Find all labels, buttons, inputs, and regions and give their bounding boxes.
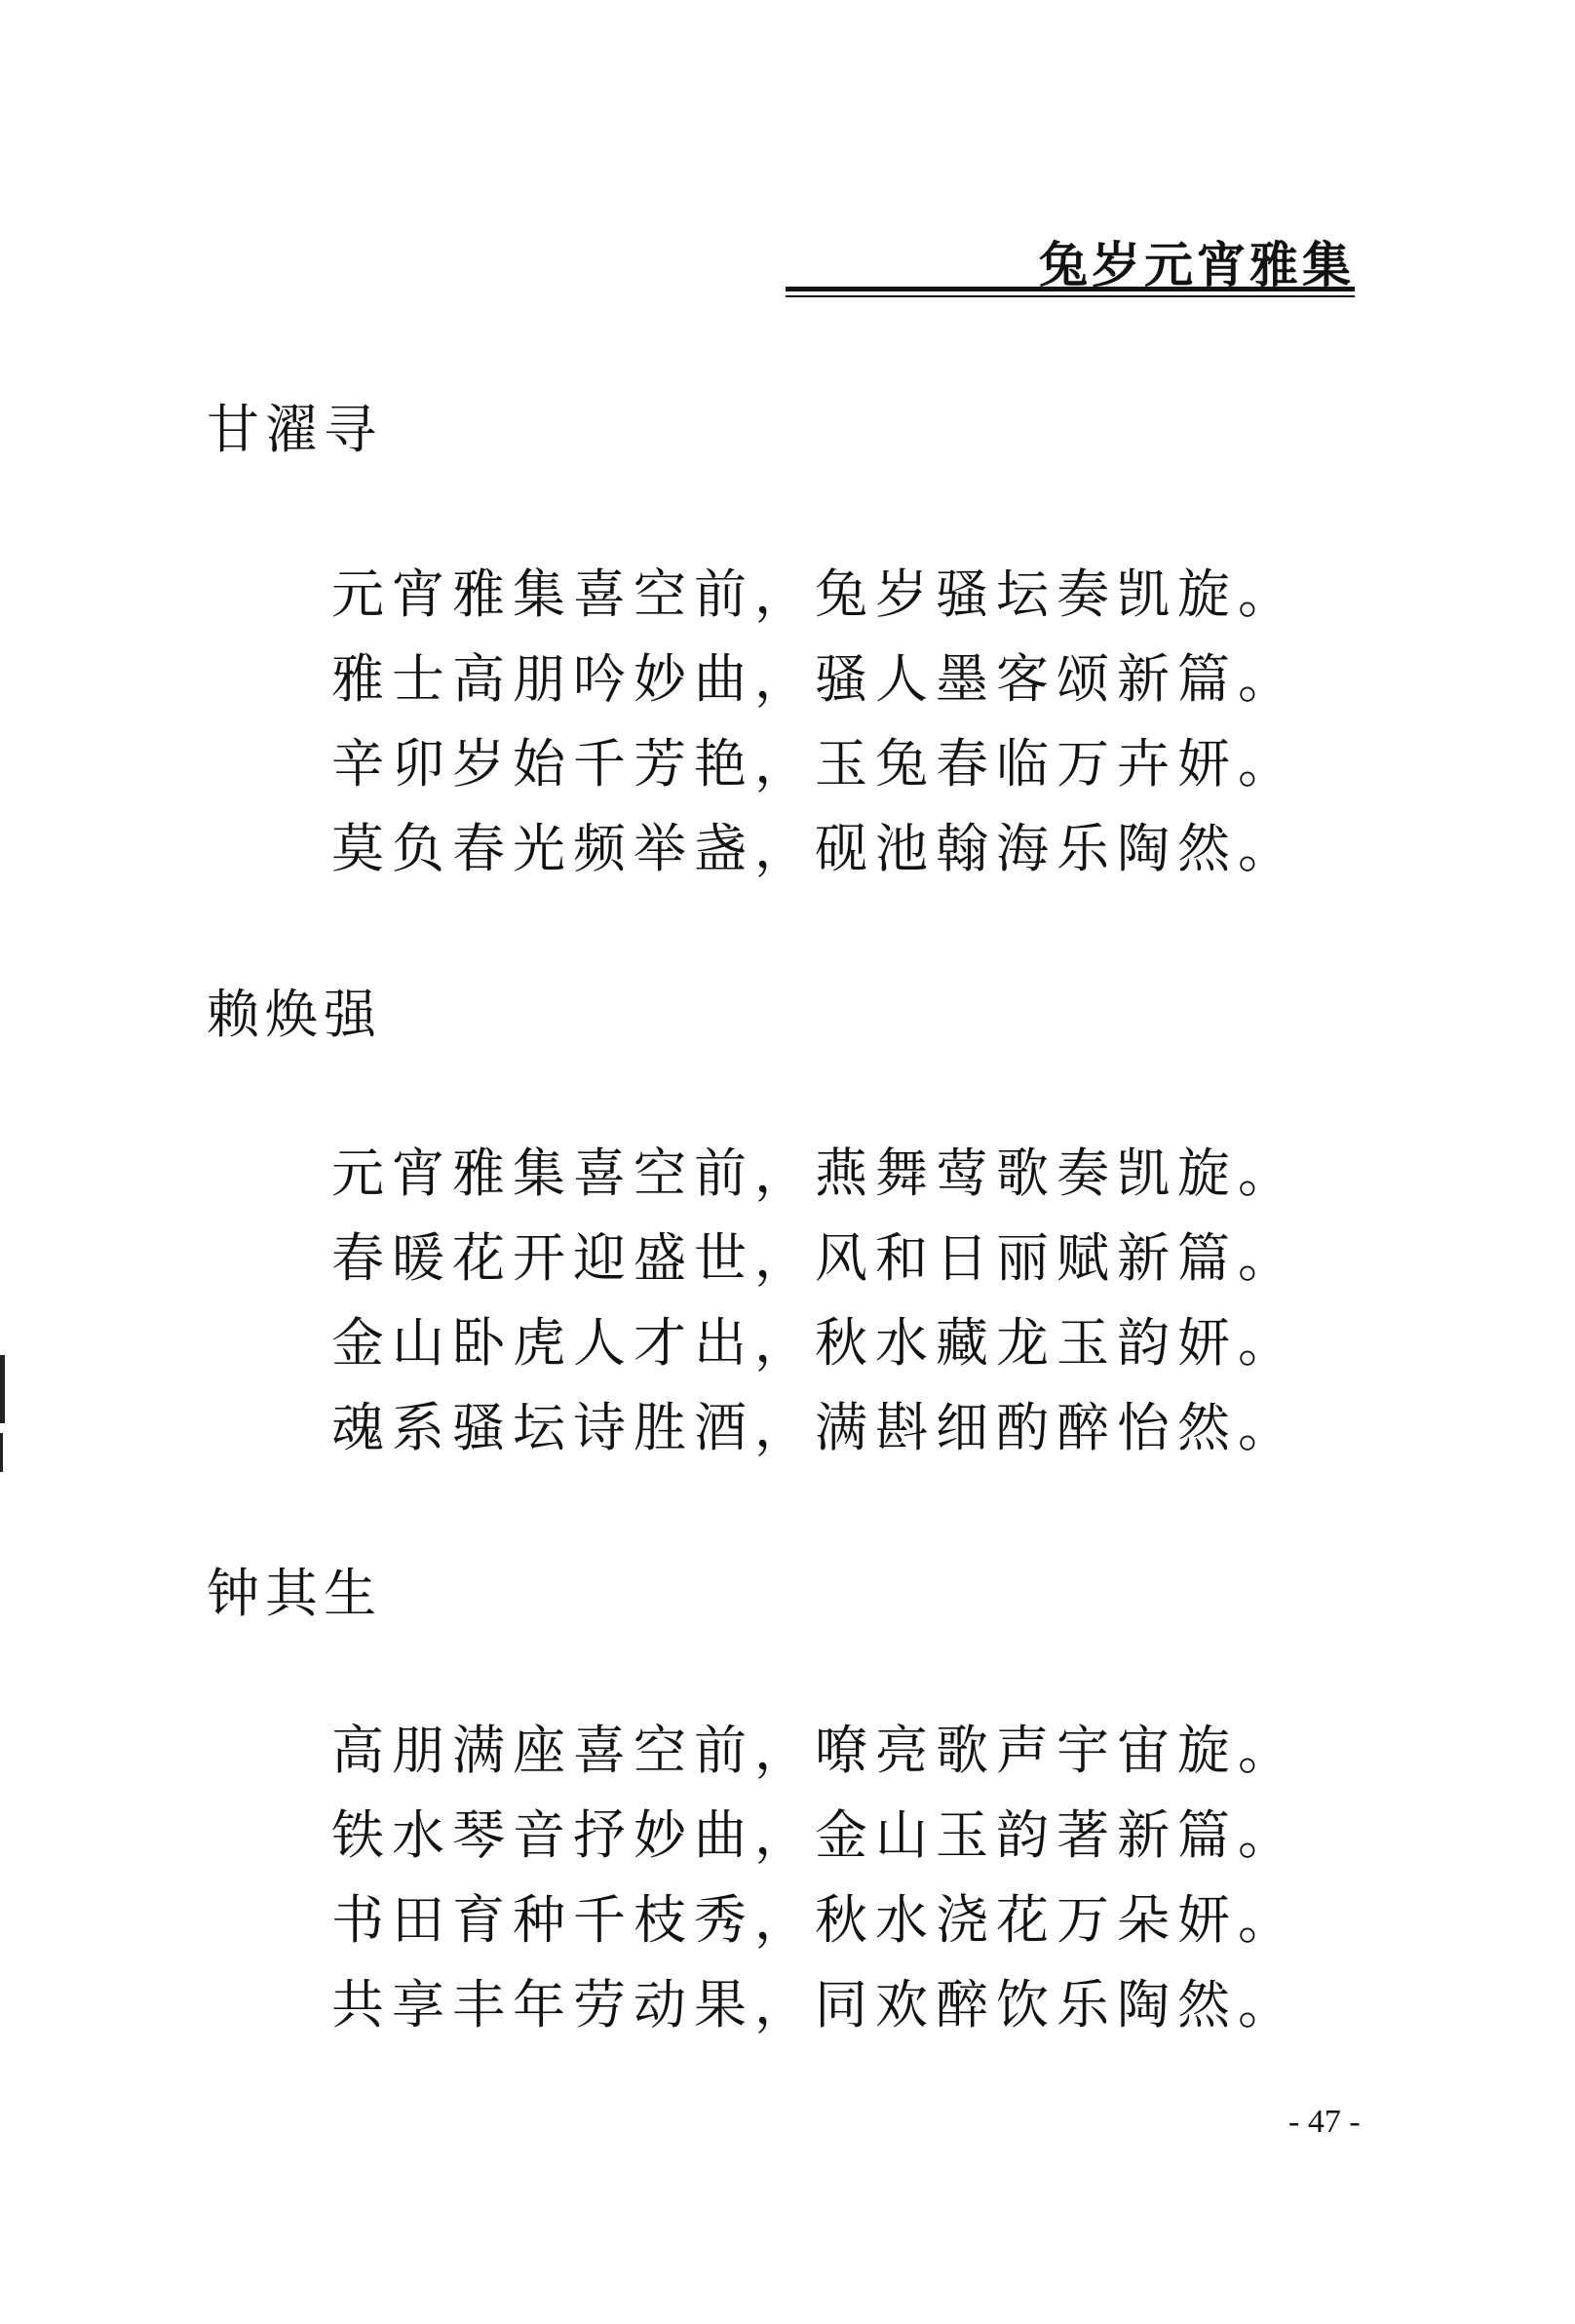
poem-line: 高朋满座喜空前，嘹亮歌声宇宙旋。 [331, 1720, 1298, 1781]
poem-line: 雅士高朋吟妙曲，骚人墨客颂新篇。 [331, 648, 1298, 710]
scan-edge-mark [0, 1433, 3, 1472]
poem-line: 魂系骚坛诗胜酒，满斟细酌醉怡然。 [331, 1397, 1298, 1458]
poem-line: 辛卯岁始千芳艳，玉兔春临万卉妍。 [331, 733, 1298, 794]
poem-line: 书田育种千枝秀，秋水浇花万朵妍。 [331, 1889, 1298, 1951]
poem-author: 赖焕强 [207, 984, 382, 1045]
poem-line: 元宵雅集喜空前，燕舞莺歌奏凯旋。 [331, 1143, 1298, 1204]
poem-line: 铁水琴音抒妙曲，金山玉韵著新篇。 [331, 1804, 1298, 1866]
poem-body [331, 1131, 1298, 1470]
poem-author: 甘濯寻 [207, 399, 382, 460]
poem-author: 钟其生 [207, 1563, 382, 1624]
poem-line: 金山卧虎人才出，秋水藏龙玉韵妍。 [331, 1312, 1298, 1374]
header-rule-thin [786, 295, 1355, 297]
poem-line: 共享丰年劳动果，同欢醉饮乐陶然。 [331, 1974, 1298, 2035]
page-number: - 47 - [1288, 2104, 1361, 2140]
poem-line: 莫负春光频举盏，砚池翰海乐陶然。 [331, 818, 1298, 879]
poem-body [331, 552, 1298, 891]
scan-edge-mark [0, 1355, 5, 1423]
header-rule [786, 287, 1355, 291]
running-header-title: 兔岁元宵雅集 [1039, 237, 1355, 293]
poem-line: 元宵雅集喜空前，兔岁骚坛奏凯旋。 [331, 563, 1298, 625]
poem-body [331, 1708, 1298, 2047]
poem-line: 春暖花开迎盛世，风和日丽赋新篇。 [331, 1227, 1298, 1289]
